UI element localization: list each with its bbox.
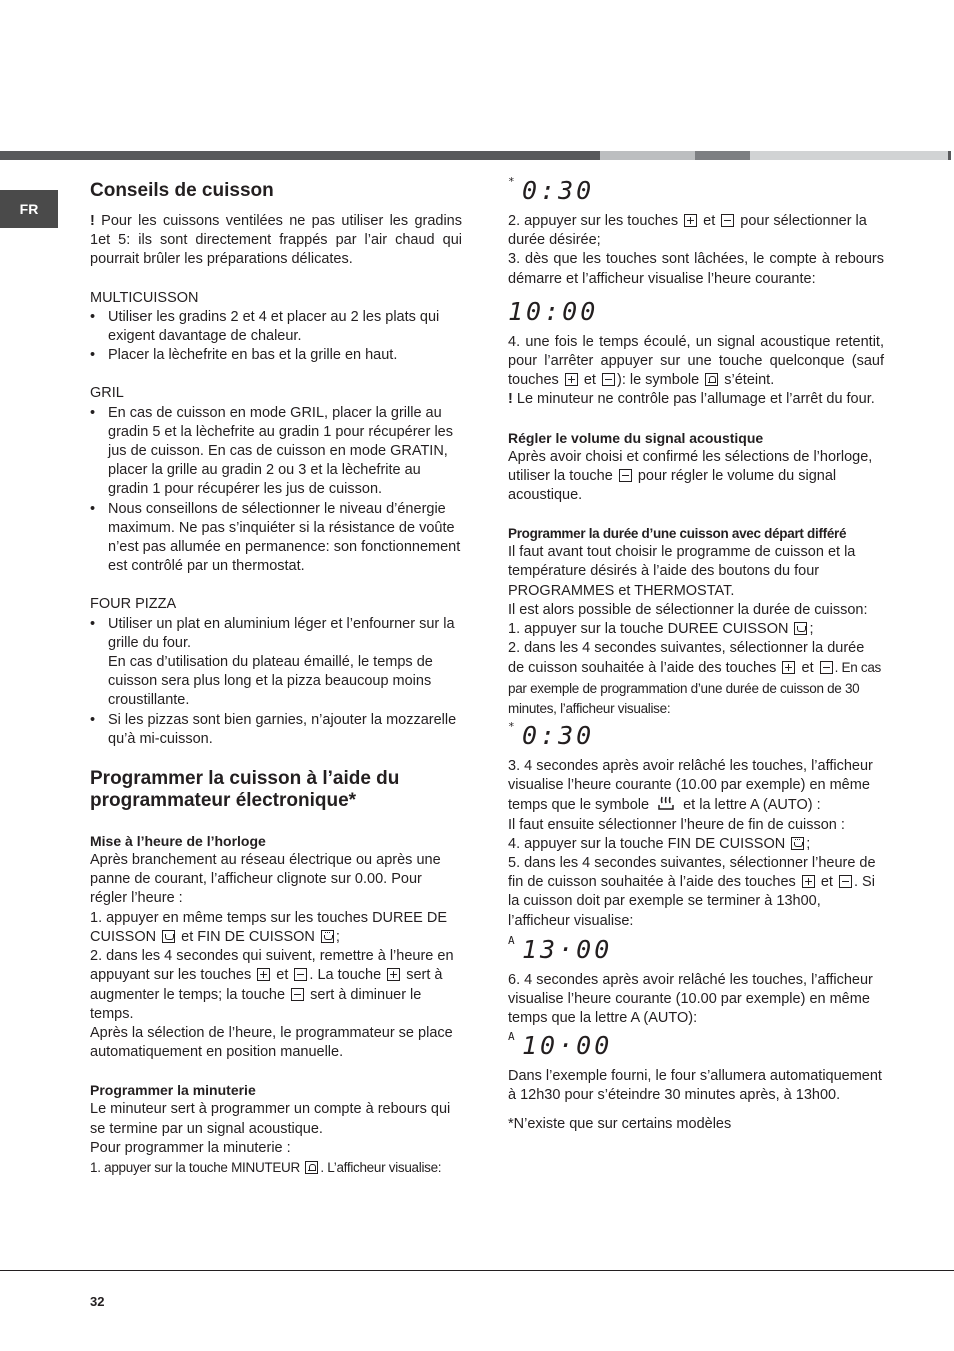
header-bar-pale	[750, 151, 948, 160]
heading-volume: Régler le volume du signal acoustique	[508, 429, 764, 446]
minus-key-icon	[291, 988, 304, 1001]
list-item: • Utiliser les gradins 2 et 4 et placer au 2 les plats qui exigent davantage de chaleur.	[90, 308, 462, 346]
lcd-display-3: * 0:30	[508, 720, 595, 751]
lcd-display-1: * 0:30	[508, 175, 595, 205]
differe-step-5: 5. dans les 4 secondes suivantes, sélectionner l’heure de fin de cuisson souhaitée à l’aide des touches et . Si la cuisson doit par exemple se terminer à 13h00, l’afficheur visualise:	[508, 855, 876, 929]
minuterie-step-4: 4. une fois le temps écoulé, un signal acoustique retentit, pour l’arrêter appuyer sur une touche quelconque (sauf touches et ): le symbole s’éteint.	[508, 333, 884, 389]
header-bar-end	[948, 151, 951, 160]
differe-step-1: 1. appuyer sur la touche DUREE CUISSON ;	[508, 621, 814, 638]
list-item: • Utiliser un plat en aluminium léger et l’enfourner sur la grille du four.	[90, 615, 462, 653]
differe-summary: Dans l’exemple fourni, le four s’allumera automatiquement à 12h30 pour s’éteindre 30 minutes après, à 13h00.	[508, 1067, 882, 1103]
minus-key-icon	[602, 373, 615, 386]
horloge-step-2: 2. dans les 4 secondes qui suivent, remettre à l’heure en appuyant sur les touches et . La touche sert à augmenter le temps; la touche sert à diminuer le temps.	[90, 948, 454, 1022]
minuterie-intro: Le minuteur sert à programmer un compte à rebours qui se termine par un signal acoustique.	[90, 1101, 451, 1137]
heading-horloge: Mise à l’heure de l’horloge	[90, 833, 266, 850]
list-item-continuation: En cas d’utilisation du plateau émaillé, le temps de cuisson sera plus long et la pizza beaucoup moins croustillante.	[108, 654, 433, 709]
plus-key-icon	[782, 661, 795, 674]
header-bar-dark	[0, 151, 600, 160]
differe-step-2: 2. dans les 4 secondes suivantes, sélectionner la durée de cuisson souhaitée à l’aide des touches et . En cas par exemple de programmation d’une durée de cuisson de 30 minutes, l’afficheur visualise:	[508, 640, 881, 716]
minus-key-icon	[294, 968, 307, 981]
horloge-intro: Après branchement au réseau électrique ou après une panne de courant, l’afficheur clignote sur 0.00. Pour régler l’heure :	[90, 852, 441, 907]
gril-list	[90, 404, 462, 577]
heading-conseils: Conseils de cuisson	[90, 180, 274, 201]
differe-intro: Il faut avant tout choisir le programme de cuisson et la température désirés à l’aide des boutons du four PROGRAMMES et THERMOSTAT.	[508, 544, 856, 599]
heading-programmateur: Programmer la cuisson à l’aide du programmateur électronique*	[90, 768, 400, 812]
minus-key-icon	[619, 469, 632, 482]
minus-key-icon	[721, 214, 734, 227]
warning-paragraph: ! Pour les cuissons ventilées ne pas utiliser les gradins 1et 5: ils sont directement frappés par l’air chaud qui pourrait brûler les préparations délicates.	[90, 213, 462, 268]
differe-step-3: 3. 4 secondes après avoir relâché les touches, l’afficheur visualise l’heure courante (10.00 par exemple) en même temps que le symbole et la lettre A (AUTO) :	[508, 758, 873, 814]
list-item: • Placer la lèchefrite en bas et la grille en haut.	[90, 346, 462, 365]
fin-cuisson-icon	[321, 930, 334, 943]
right-column	[508, 174, 884, 1134]
differe-intro-2: Il est alors possible de sélectionner la durée de cuisson:	[508, 601, 868, 618]
fin-cuisson-icon	[791, 837, 804, 850]
lcd-display-4: A 13·00	[508, 933, 613, 964]
duree-cuisson-icon	[794, 622, 807, 635]
bell-key-icon	[305, 1161, 318, 1174]
differe-end-intro: Il faut ensuite sélectionner l’heure de fin de cuisson :	[508, 816, 845, 833]
differe-step-4: 4. appuyer sur la touche FIN DE CUISSON ;	[508, 835, 811, 852]
minus-key-icon	[820, 661, 833, 674]
minus-key-icon	[839, 875, 852, 888]
language-tab: FR	[0, 190, 58, 228]
header-bar-light	[600, 151, 695, 160]
horloge-step-1: 1. appuyer en même temps sur les touches DUREE DE CUISSON et FIN DE CUISSON ;	[90, 909, 448, 945]
footer-rule	[0, 1270, 954, 1271]
duree-cuisson-icon	[162, 930, 175, 943]
minuterie-note: ! Le minuteur ne contrôle pas l’allumage et l’arrêt du four.	[508, 391, 875, 408]
footnote: *N’existe que sur certains modèles	[508, 1115, 732, 1132]
left-column	[90, 180, 462, 1177]
differe-step-6: 6. 4 secondes après avoir relâché les touches, l’afficheur visualise l’heure courante (10.00 par exemple) en même temps que la lettre A (AUTO):	[508, 971, 873, 1027]
plus-key-icon	[684, 214, 697, 227]
multicuisson-list	[90, 308, 462, 366]
gril-title: GRIL	[90, 385, 124, 402]
list-item: • Nous conseillons de sélectionner le niveau d’énergie maximum. Ne pas s’inquiéter si la résistance de voûte n’est pas allumée en permanence: son fonctionnement est contrôlé par un thermostat.	[90, 500, 462, 577]
plus-key-icon	[387, 968, 400, 981]
lcd-display-2: 10:00	[508, 296, 599, 326]
multicuisson-title: MULTICUISSON	[90, 289, 199, 306]
minuterie-intro-2: Pour programmer la minuterie :	[90, 1139, 291, 1156]
lcd-display-5: A 10·00	[508, 1029, 613, 1060]
heading-minuterie: Programmer la minuterie	[90, 1082, 256, 1099]
cooking-symbol-icon	[657, 795, 675, 811]
bell-key-icon	[705, 373, 718, 386]
header-bar-mid	[695, 151, 750, 160]
minuterie-step-3: 3. dès que les touches sont lâchées, le compte à rebours démarre et l’afficheur visualise l’heure courante:	[508, 251, 884, 287]
page-number: 32	[90, 1294, 105, 1309]
pizza-list	[90, 615, 462, 749]
pizza-title: FOUR PIZZA	[90, 596, 177, 613]
list-item: • En cas de cuisson en mode GRIL, placer la grille au gradin 5 et la lèchefrite au gradin 1 pour récupérer les jus de cuisson. En cas de cuisson en mode GRATIN, placer la grille au gradin 2 ou 3 et la lèchefrite au gradin 1 pour récupérer les jus de cuisson.	[90, 404, 462, 500]
minuterie-step-1: 1. appuyer sur la touche MINUTEUR . L’afficheur visualise:	[90, 1159, 442, 1175]
minuterie-step-2: 2. appuyer sur les touches et pour sélectionner la durée désirée;	[508, 213, 867, 249]
heading-differe: Programmer la durée d’une cuisson avec départ différé	[508, 526, 847, 542]
plus-key-icon	[802, 875, 815, 888]
plus-key-icon	[257, 968, 270, 981]
plus-key-icon	[565, 373, 578, 386]
list-item: • Si les pizzas sont bien garnies, n’ajouter la mozzarelle qu’à mi-cuisson.	[90, 711, 462, 749]
volume-paragraph: Après avoir choisi et confirmé les sélections de l’horloge, utiliser la touche pour régler le volume du signal acoustique.	[508, 448, 873, 504]
horloge-outro: Après la sélection de l’heure, le programmateur se place automatiquement en position manuelle.	[90, 1024, 453, 1061]
